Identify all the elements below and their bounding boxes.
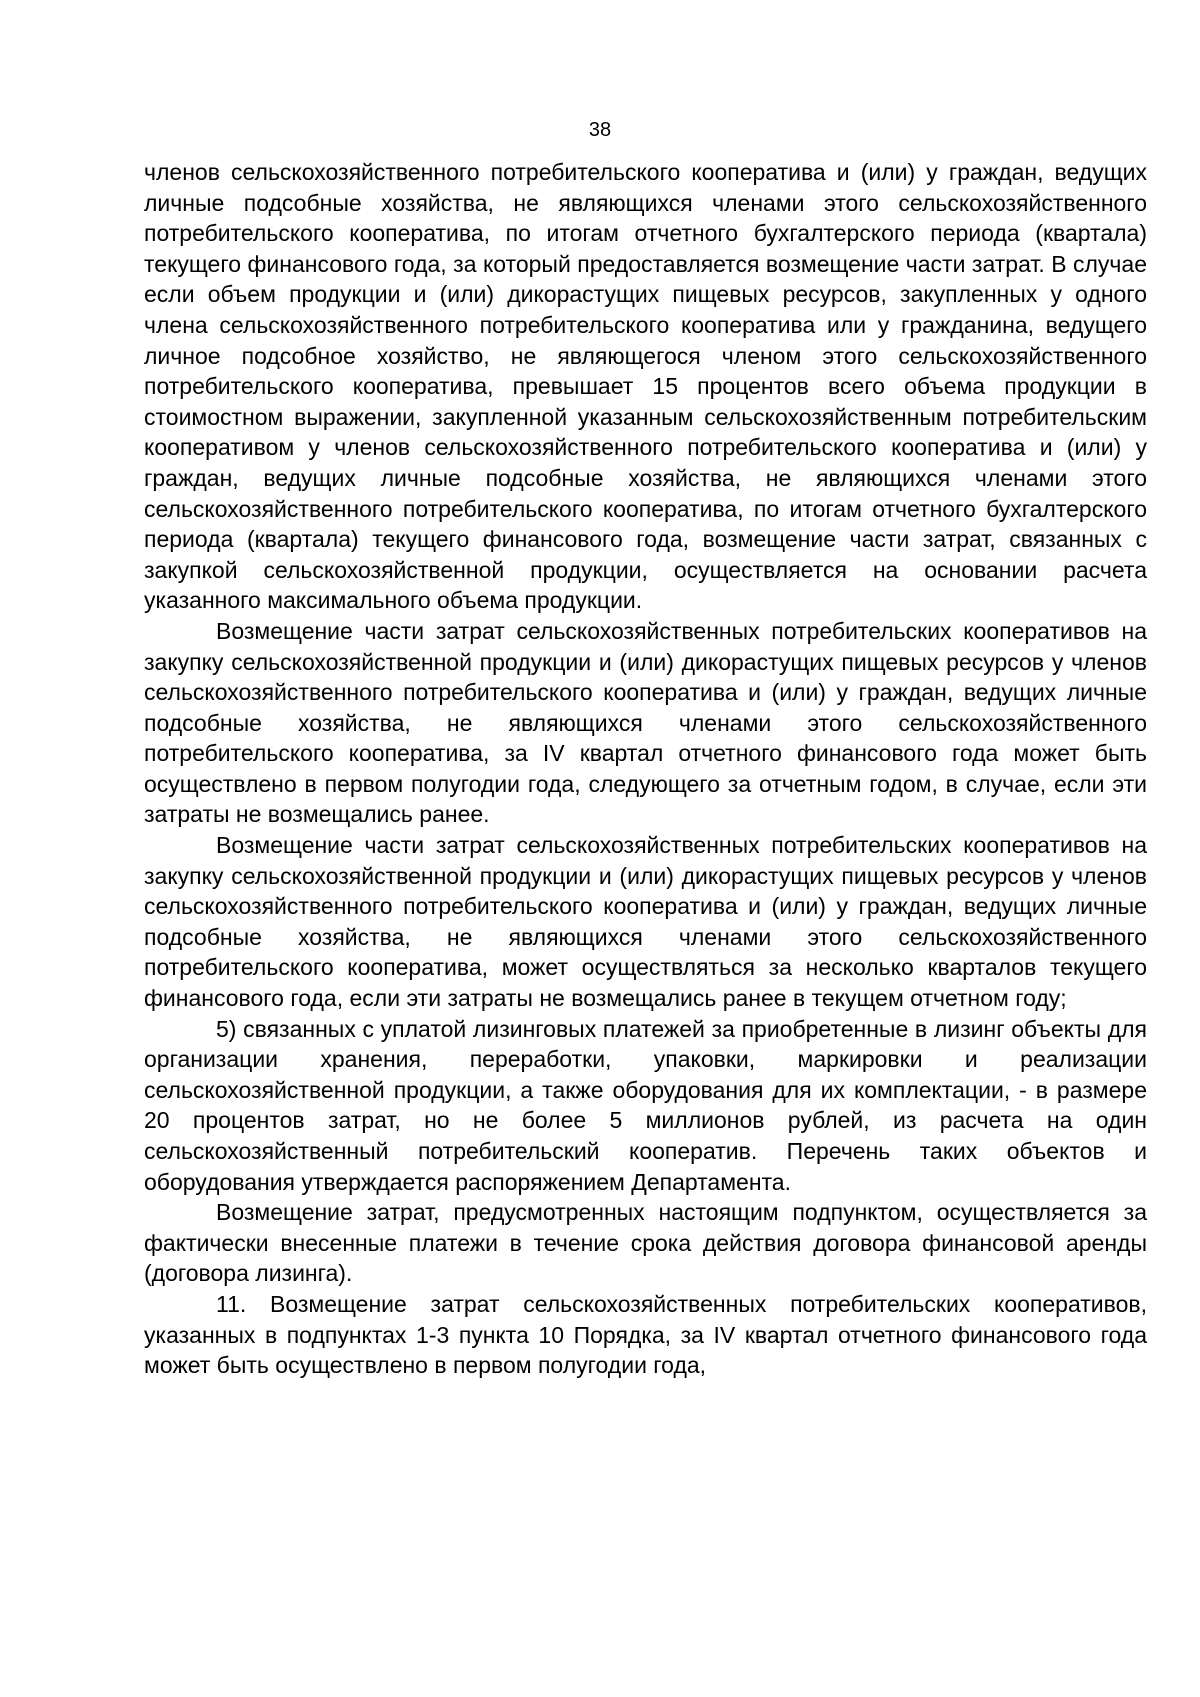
paragraph-continuation: членов сельскохозяйственного потребительского кооператива и (или) у граждан, ведущих личные подсобные хозяйства, не являющихся членами этого сельскохозяйственного потребительского кооператива, по итогам отчетного бухгалтерского периода (квартала) текущего финансового года, за который предоставляется возмещение части затрат. В случае если объем продукции и (или) дикорастущих пищевых ресурсов, закупленных у одного члена сельскохозяйственного потребительского кооператива или у гражданина, ведущего личное подсобное хозяйство, не являющегося членом этого сельскохозяйственного потребительского кооператива, превышает 15 процентов всего объема продукции в стоимостном выражении, закупленной указанным сельскохозяйственным потребительским кооперативом у членов сельскохозяйственного потребительского кооператива и (или) у граждан, ведущих личные подсобные хозяйства, не являющихся членами этого сельскохозяйственного потребительского кооператива, по итогам отчетного бухгалтерского периода (квартала) текущего финансового года, возмещение части затрат, связанных с закупкой сельскохозяйственной продукции, осуществляется на основании расчета указанного максимального объема продукции. [144, 159, 1147, 614]
paragraph-leasing-reimbursement: Возмещение затрат, предусмотренных настоящим подпунктом, осуществляется за фактически внесенные платежи в течение срока действия договора финансовой аренды (договора лизинга). [144, 1199, 1147, 1287]
paragraph-multi-quarter-reimbursement: Возмещение части затрат сельскохозяйственных потребительских кооперативов на закупку сельскохозяйственной продукции и (или) дикорастущих пищевых ресурсов у членов сельскохозяйственного потребительского кооператива и (или) у граждан, ведущих личные подсобные хозяйства, не являющихся членами этого сельскохозяйственного потребительского кооператива, может осуществляться за несколько кварталов текущего финансового года, если эти затраты не возмещались ранее в текущем отчетном году; [144, 832, 1147, 1012]
page-number: 38 [588, 119, 612, 141]
paragraph-item-11: 11. Возмещение затрат сельскохозяйственных потребительских кооперативов, указанных в подпунктах 1-3 пункта 10 Порядка, за IV квартал отчетного финансового года может быть осуществлено в первом полугодии года, [144, 1290, 1147, 1379]
paragraph-q4-reimbursement: Возмещение части затрат сельскохозяйственных потребительских кооперативов на закупку сельскохозяйственной продукции и (или) дикорастущих пищевых ресурсов у членов сельскохозяйственного потребительского кооператива и (или) у граждан, ведущих личные подсобные хозяйства, не являющихся членами этого сельскохозяйственного потребительского кооператива, за IV квартал отчетного финансового года может быть осуществлено в первом полугодии года, следующего за отчетным годом, в случае, если эти затраты не возмещались ранее. [144, 617, 1147, 828]
paragraph-item-5-leasing: 5) связанных с уплатой лизинговых платежей за приобретенные в лизинг объекты для организации хранения, переработки, упаковки, маркировки и реализации сельскохозяйственной продукции, а также оборудования для их комплектации, - в размере 20 процентов затрат, но не более 5 миллионов рублей, из расчета на один сельскохозяйственный потребительский кооператив. Перечень таких объектов и оборудования утверждается распоряжением Департамента. [144, 1015, 1147, 1195]
body-text [144, 157, 1147, 1381]
